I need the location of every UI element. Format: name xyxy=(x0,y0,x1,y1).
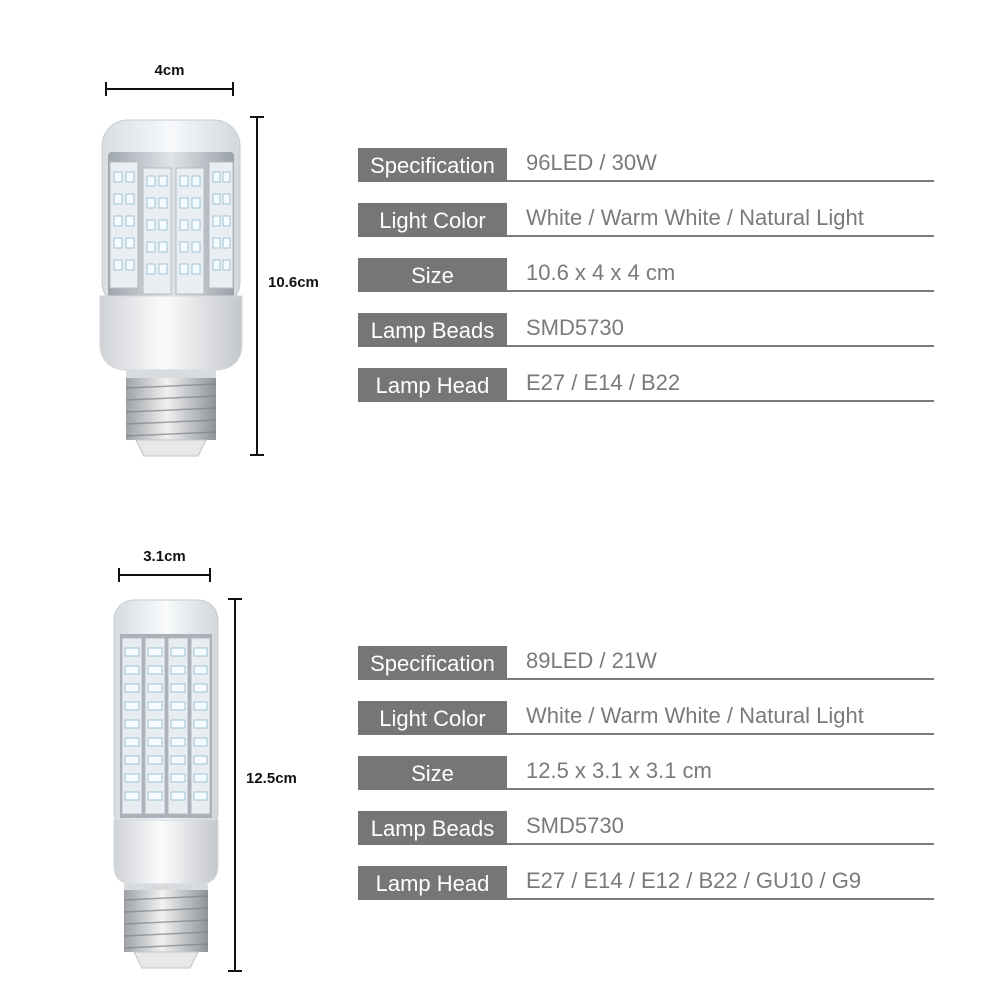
spec-underline xyxy=(507,733,934,735)
spec-key: Size xyxy=(358,756,507,790)
spec-row-light-color xyxy=(358,203,934,237)
spec-row-light-color xyxy=(358,701,934,735)
width-dimension-line xyxy=(105,82,234,96)
spec-underline xyxy=(507,788,934,790)
product-89led xyxy=(0,500,1000,1000)
spec-key: Lamp Beads xyxy=(358,313,507,347)
spec-value: 89LED / 21W xyxy=(526,648,657,673)
spec-key: Lamp Beads xyxy=(358,811,507,845)
spec-row-specification xyxy=(358,148,934,182)
spec-value: SMD5730 xyxy=(526,813,624,838)
led-corn-bulb-96-icon xyxy=(96,116,246,462)
spec-table-96led xyxy=(358,148,934,423)
spec-key: Size xyxy=(358,258,507,292)
spec-key: Lamp Head xyxy=(358,866,507,900)
spec-table-89led xyxy=(358,646,934,921)
spec-underline xyxy=(507,678,934,680)
led-corn-bulb-89-icon xyxy=(110,598,222,976)
spec-underline xyxy=(507,290,934,292)
spec-value: White / Warm White / Natural Light xyxy=(526,703,864,728)
spec-value: SMD5730 xyxy=(526,315,624,340)
spec-row-size xyxy=(358,258,934,292)
height-dimension-label: 12.5cm xyxy=(246,770,297,787)
spec-row-lamp-beads xyxy=(358,313,934,347)
spec-underline xyxy=(507,345,934,347)
spec-underline xyxy=(507,400,934,402)
spec-underline xyxy=(507,180,934,182)
spec-value: E27 / E14 / E12 / B22 / GU10 / G9 xyxy=(526,868,862,893)
spec-key: Lamp Head xyxy=(358,368,507,402)
spec-value: 96LED / 30W xyxy=(526,150,657,175)
spec-key: Light Color xyxy=(358,203,507,237)
spec-row-lamp-head xyxy=(358,866,934,900)
spec-underline xyxy=(507,235,934,237)
spec-value: White / Warm White / Natural Light xyxy=(526,205,864,230)
spec-row-lamp-beads xyxy=(358,811,934,845)
spec-value: 10.6 x 4 x 4 cm xyxy=(526,260,676,285)
spec-underline xyxy=(507,898,934,900)
width-dimension-label: 4cm xyxy=(154,62,185,79)
height-dimension-line xyxy=(250,116,264,456)
height-dimension-label: 10.6cm xyxy=(268,274,319,291)
spec-key: Specification xyxy=(358,148,507,182)
spec-key: Light Color xyxy=(358,701,507,735)
spec-row-size xyxy=(358,756,934,790)
spec-row-specification xyxy=(358,646,934,680)
width-dimension-label: 3.1cm xyxy=(143,548,186,565)
spec-row-lamp-head xyxy=(358,368,934,402)
spec-value: 12.5 x 3.1 x 3.1 cm xyxy=(526,758,712,783)
spec-key: Specification xyxy=(358,646,507,680)
width-dimension-line xyxy=(118,568,211,582)
spec-underline xyxy=(507,843,934,845)
spec-value: E27 / E14 / B22 xyxy=(526,370,681,395)
height-dimension-line xyxy=(228,598,242,972)
